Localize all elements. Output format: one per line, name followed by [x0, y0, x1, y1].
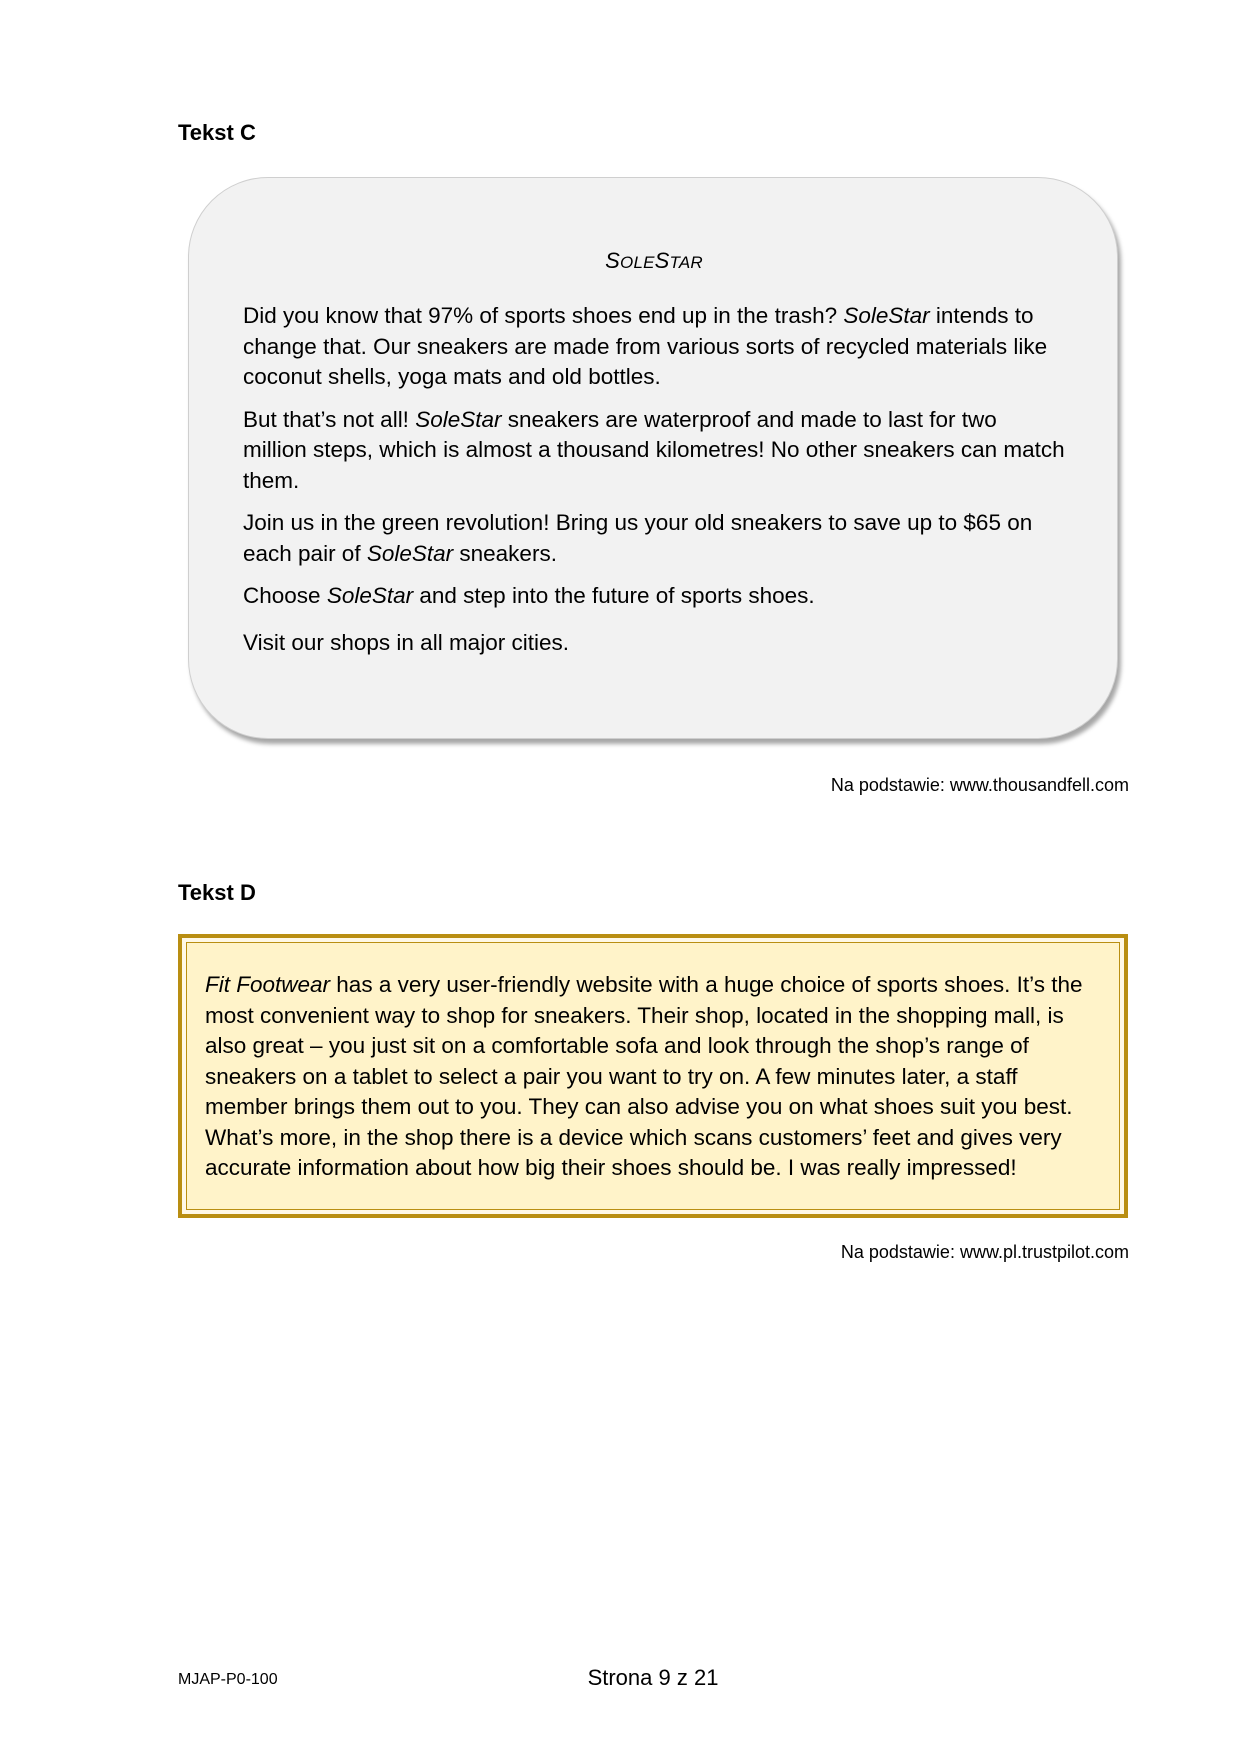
ad-title: SOLESTAR [605, 248, 703, 273]
source-citation-d: Na podstawie: www.pl.trustpilot.com [840, 1242, 1129, 1262]
section-heading-d: Tekst D [178, 880, 256, 905]
review-brand: Fit Footwear [205, 972, 331, 997]
page-number: Strona 9 z 21 [587, 1665, 719, 1690]
ad-closing-line: Visit our shops in all major cities. [243, 629, 569, 655]
ad-paragraph: Join us in the green revolution! Bring us your old sneakers to save up to $65 on each pair of SoleStar sneakers. [243, 510, 1033, 566]
solestar-ad-card [188, 177, 1118, 739]
source-citation-c: Na podstawie: www.thousandfell.com [830, 775, 1129, 795]
review-box [178, 934, 1128, 1218]
exam-code: MJAP-P0-100 [178, 1671, 278, 1688]
section-heading-c: Tekst C [178, 120, 256, 145]
ad-paragraph: But that’s not all! SoleStar sneakers are waterproof and made to last for two million steps, which is almost a thousand kilometres! No other sneakers can match them. [243, 406, 1065, 493]
review-text: Fit Footwear has a very user-friendly website with a huge choice of sports shoes. It’s the most convenient way to shop for sneakers. Their shop, located in the shopping mall, is also great – you just sit on a comfortable sofa and look through the shop’s range of sneakers on a tablet to select a pair you want to try on. A few minutes later, a staff member brings them out to you. They can also advise you on what shoes suit you best. What’s more, in the shop there is a device which scans customers’ feet and gives very accurate information about how big their shoes should be. I was really impressed! [205, 972, 1083, 1180]
ad-paragraph: Did you know that 97% of sports shoes end up in the trash? SoleStar intends to change that. Our sneakers are made from various sorts of recycled materials like coconut shells, yoga mats and old bottles. [243, 303, 1048, 389]
ad-paragraph: Choose SoleStar and step into the future of sports shoes. [243, 583, 815, 608]
